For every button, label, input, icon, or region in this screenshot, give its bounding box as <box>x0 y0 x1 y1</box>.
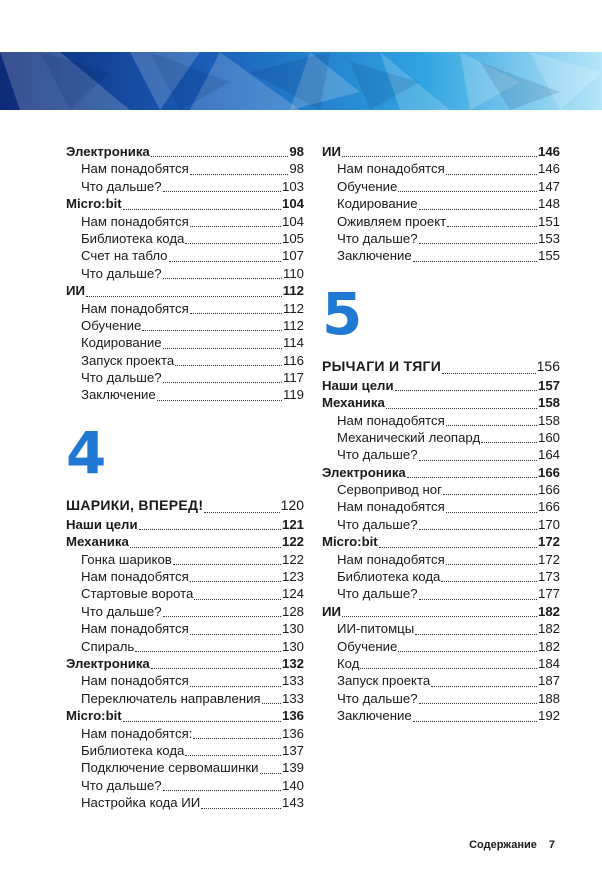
toc-entry-page: 112 <box>282 300 304 316</box>
toc-entry-label: Стартовые ворота <box>81 586 194 602</box>
toc-entry-label: Гонка шариков <box>81 551 172 567</box>
toc-entry-row[interactable] <box>66 777 304 794</box>
toc-entry-page: 112 <box>282 283 304 299</box>
leader-dots <box>446 511 537 513</box>
toc-entry-row[interactable] <box>322 178 560 195</box>
toc-entry-label: Обучение <box>337 638 398 654</box>
toc-entry-row[interactable] <box>66 585 304 602</box>
toc-entry-label: Нам понадобятся <box>81 213 189 229</box>
toc-entry-label: Что дальше? <box>81 265 162 281</box>
leader-dots <box>386 407 537 409</box>
toc-entry-row[interactable] <box>66 230 304 247</box>
toc-entry-label: Механика <box>322 395 385 411</box>
toc-entry-row[interactable] <box>66 265 304 282</box>
toc-entry-page: 182 <box>537 603 560 619</box>
toc-entry-label: Обучение <box>337 178 398 194</box>
toc-entry-label: Нам понадобятся <box>337 412 445 428</box>
toc-entry-label: Нам понадобятся <box>81 621 189 637</box>
leader-dots <box>86 295 282 297</box>
toc-entry-label: Нам понадобятся: <box>81 725 193 741</box>
toc-entry-page: 139 <box>281 760 304 776</box>
toc-entry-row[interactable] <box>322 655 560 672</box>
leader-dots <box>173 563 281 565</box>
leader-dots <box>481 441 537 443</box>
toc-entry-label: Библиотека кода <box>337 569 441 585</box>
leader-dots <box>342 155 537 157</box>
toc-entry-label: Нам понадобятся <box>81 300 189 316</box>
toc-entry-page: 166 <box>537 482 560 498</box>
toc-entry-row[interactable] <box>66 759 304 776</box>
leader-dots <box>194 598 281 600</box>
toc-entry-page: 130 <box>281 638 304 654</box>
toc-entry-row[interactable] <box>66 213 304 230</box>
toc-entry-row[interactable] <box>66 352 304 369</box>
leader-dots <box>163 277 282 279</box>
toc-entry-page: 104 <box>281 196 304 212</box>
leader-dots <box>190 173 289 175</box>
toc-entry-label: Заключение <box>337 248 412 264</box>
leader-dots <box>342 615 537 617</box>
leader-dots <box>130 546 281 548</box>
toc-entry-label: Механический леопард <box>337 429 481 445</box>
toc-entry-row[interactable] <box>322 690 560 707</box>
toc-entry-page: 172 <box>537 534 560 550</box>
leader-dots <box>447 225 537 227</box>
page-number: 7 <box>548 839 555 851</box>
toc-entry-label: Что дальше? <box>81 603 162 619</box>
toc-entry-label: Библиотека кода <box>81 742 185 758</box>
toc-entry-label: Что дальше? <box>337 690 418 706</box>
leader-dots <box>379 546 537 548</box>
toc-entry-label: Micro:bit <box>322 534 378 550</box>
toc-section-row[interactable] <box>66 195 304 212</box>
toc-column-right <box>322 143 560 725</box>
leader-dots <box>123 720 281 722</box>
toc-group <box>322 377 560 725</box>
toc-entry-label: Нам понадобятся <box>81 161 189 177</box>
leader-dots <box>419 459 537 461</box>
leader-dots <box>151 667 281 669</box>
toc-entry-label: Что дальше? <box>81 777 162 793</box>
leader-dots <box>151 155 289 157</box>
toc-entry-label: Micro:bit <box>66 708 122 724</box>
toc-entry-page: 173 <box>537 569 560 585</box>
toc-section-row[interactable] <box>66 707 304 724</box>
toc-entry-row[interactable] <box>66 369 304 386</box>
toc-section-row[interactable] <box>322 533 560 550</box>
toc-entry-label: Нам понадобятся <box>81 569 189 585</box>
leader-dots <box>139 528 281 530</box>
toc-entry-page: 98 <box>289 161 304 177</box>
leader-dots <box>190 580 281 582</box>
header-banner <box>0 52 602 110</box>
toc-section-row[interactable] <box>66 533 304 550</box>
toc-section-row[interactable] <box>322 377 560 394</box>
toc-section-row[interactable] <box>66 143 304 160</box>
toc-entry-row[interactable] <box>322 195 560 212</box>
toc-entry-page: 98 <box>289 144 304 159</box>
chapter-number: 5 <box>322 279 361 348</box>
toc-entry-page: 107 <box>281 248 304 264</box>
toc-entry-row[interactable] <box>66 742 304 759</box>
leader-dots <box>442 372 535 374</box>
toc-entry-page: 187 <box>537 673 560 689</box>
toc-entry-page: 155 <box>537 248 560 264</box>
leader-dots <box>135 650 281 652</box>
leader-dots <box>163 615 281 617</box>
toc-entry-label: Обучение <box>81 317 142 333</box>
toc-entry-page: 130 <box>281 621 304 637</box>
chapter-page: 156 <box>536 357 560 374</box>
toc-entry-page: 114 <box>282 335 304 351</box>
toc-entry-label: ИИ <box>66 283 85 299</box>
toc-entry-page: 116 <box>282 352 304 368</box>
toc-entry-label: Что дальше? <box>81 178 162 194</box>
toc-entry-page: 182 <box>537 621 560 637</box>
toc-entry-label: Кодирование <box>81 335 162 351</box>
toc-entry-label: Что дальше? <box>337 586 418 602</box>
toc-entry-page: 136 <box>281 725 304 741</box>
toc-entry-label: Механика <box>66 534 129 550</box>
toc-entry-label: ИИ-питомцы <box>337 621 415 637</box>
toc-entry-page: 140 <box>281 777 304 793</box>
toc-entry-label: Спираль <box>81 638 135 654</box>
toc-entry-row[interactable] <box>322 707 560 724</box>
toc-group <box>66 143 304 404</box>
toc-entry-label: Оживляем проект <box>337 213 447 229</box>
toc-entry-label: Электроника <box>66 144 150 159</box>
toc-entry-row[interactable] <box>322 551 560 568</box>
toc-entry-page: 105 <box>281 230 304 246</box>
toc-entry-page: 188 <box>537 690 560 706</box>
toc-entry-row[interactable] <box>322 429 560 446</box>
toc-entry-row[interactable] <box>66 551 304 568</box>
toc-entry-page: 128 <box>281 603 304 619</box>
leader-dots <box>446 563 537 565</box>
toc-entry-label: Наши цели <box>66 516 138 532</box>
toc-entry-page: 157 <box>537 377 560 393</box>
toc-entry-row[interactable] <box>66 690 304 707</box>
toc-section-row[interactable] <box>66 516 304 533</box>
toc-entry-label: Библиотека кода <box>81 230 185 246</box>
toc-entry-label: Заключение <box>337 708 412 724</box>
leader-dots <box>262 702 281 704</box>
toc-entry-page: 146 <box>537 144 560 159</box>
leader-dots <box>446 173 537 175</box>
leader-dots <box>419 208 537 210</box>
toc-entry-page: 133 <box>281 673 304 689</box>
leader-dots <box>419 528 537 530</box>
toc-entry-page: 137 <box>281 742 304 758</box>
leader-dots <box>398 650 537 652</box>
toc-entry-label: Нам понадобятся <box>81 673 189 689</box>
toc-entry-label: Подключение сервомашинки <box>81 760 259 776</box>
toc-entry-row[interactable] <box>322 481 560 498</box>
leader-dots <box>190 225 281 227</box>
toc-entry-label: Запуск проекта <box>81 352 175 368</box>
toc-entry-row[interactable] <box>66 638 304 655</box>
toc-entry-row[interactable] <box>322 498 560 515</box>
toc-entry-label: Электроника <box>66 655 150 671</box>
leader-dots <box>185 754 281 756</box>
toc-entry-page: 146 <box>537 161 560 177</box>
toc-entry-label: Micro:bit <box>66 196 122 212</box>
toc-entry-row[interactable] <box>66 568 304 585</box>
toc-group <box>322 143 560 265</box>
toc-entry-page: 110 <box>282 265 304 281</box>
toc-entry-page: 122 <box>281 551 304 567</box>
toc-column-left <box>66 143 304 812</box>
toc-entry-label: Электроника <box>322 464 406 480</box>
toc-entry-label: Что дальше? <box>337 516 418 532</box>
toc-entry-page: 172 <box>537 551 560 567</box>
chapter-title-row[interactable] <box>66 494 304 516</box>
chapter-number: 4 <box>66 418 105 487</box>
toc-entry-label: ИИ <box>322 603 341 619</box>
toc-entry-page: 121 <box>281 516 304 532</box>
toc-entry-label: Запуск проекта <box>337 673 431 689</box>
chapter-title: РЫЧАГИ И ТЯГИ <box>322 357 442 374</box>
chapter-title-row[interactable] <box>322 355 560 377</box>
toc-entry-page: 153 <box>537 230 560 246</box>
toc-entry-page: 148 <box>537 196 560 212</box>
toc-entry-row[interactable] <box>66 386 304 403</box>
toc-entry-row[interactable] <box>66 300 304 317</box>
leader-dots <box>163 789 281 791</box>
leader-dots <box>431 685 537 687</box>
toc-entry-page: 170 <box>537 516 560 532</box>
chapter-page: 120 <box>280 496 304 513</box>
toc-entry-page: 192 <box>537 708 560 724</box>
leader-dots <box>142 329 282 331</box>
toc-entry-page: 182 <box>537 638 560 654</box>
toc-entry-page: 184 <box>537 655 560 671</box>
toc-section-row[interactable] <box>322 394 560 411</box>
leader-dots <box>446 424 537 426</box>
leader-dots <box>395 389 537 391</box>
toc-entry-label: Нам понадобятся <box>337 551 445 567</box>
leader-dots <box>441 580 537 582</box>
toc-entry-page: 151 <box>537 213 560 229</box>
leader-dots <box>419 242 537 244</box>
toc-entry-page: 122 <box>281 534 304 550</box>
toc-entry-page: 147 <box>537 178 560 194</box>
toc-entry-page: 166 <box>537 464 560 480</box>
toc-entry-row[interactable] <box>322 230 560 247</box>
toc-entry-row[interactable] <box>322 568 560 585</box>
toc-entry-page: 123 <box>281 569 304 585</box>
leader-dots <box>190 685 281 687</box>
toc-entry-page: 133 <box>281 690 304 706</box>
chapter-title: ШАРИКИ, ВПЕРЕД! <box>66 496 204 513</box>
leader-dots <box>204 511 279 513</box>
toc-entry-page: 143 <box>281 795 304 811</box>
toc-entry-row[interactable] <box>66 178 304 195</box>
toc-entry-page: 158 <box>537 395 560 411</box>
toc-entry-row[interactable] <box>66 620 304 637</box>
leader-dots <box>443 493 537 495</box>
toc-section-row[interactable] <box>66 655 304 672</box>
page-footer <box>469 839 555 851</box>
leader-dots <box>413 720 537 722</box>
leader-dots <box>157 399 282 401</box>
toc-entry-label: Что дальше? <box>337 230 418 246</box>
toc-section-row[interactable] <box>322 143 560 160</box>
leader-dots <box>169 260 281 262</box>
leader-dots <box>419 702 537 704</box>
leader-dots <box>360 667 537 669</box>
toc-entry-label: Что дальше? <box>81 370 162 386</box>
toc-entry-page: 166 <box>537 499 560 515</box>
toc-entry-page: 177 <box>537 586 560 602</box>
toc-entry-label: ИИ <box>322 144 341 159</box>
toc-entry-row[interactable] <box>322 585 560 602</box>
toc-entry-row[interactable] <box>322 620 560 637</box>
toc-entry-page: 117 <box>282 370 304 386</box>
toc-entry-label: Счет на табло <box>81 248 168 264</box>
leader-dots <box>190 312 282 314</box>
toc-entry-row[interactable] <box>66 725 304 742</box>
leader-dots <box>398 190 537 192</box>
toc-entry-page: 136 <box>281 708 304 724</box>
toc-entry-row[interactable] <box>322 412 560 429</box>
leader-dots <box>407 476 537 478</box>
toc-section-row[interactable] <box>322 603 560 620</box>
toc-entry-row[interactable] <box>322 213 560 230</box>
leader-dots <box>413 260 537 262</box>
leader-dots <box>185 242 281 244</box>
footer-section: Содержание <box>469 839 537 851</box>
leader-dots <box>201 807 281 809</box>
leader-dots <box>163 347 282 349</box>
toc-section-row[interactable] <box>322 464 560 481</box>
toc-entry-label: Нам понадобятся <box>337 161 445 177</box>
toc-entry-page: 158 <box>537 412 560 428</box>
toc-entry-page: 132 <box>281 655 304 671</box>
leader-dots <box>419 598 537 600</box>
leader-dots <box>193 737 281 739</box>
toc-entry-page: 160 <box>537 429 560 445</box>
toc-entry-row[interactable] <box>322 672 560 689</box>
leader-dots <box>163 381 282 383</box>
toc-entry-label: Нам понадобятся <box>337 499 445 515</box>
toc-entry-row[interactable] <box>66 603 304 620</box>
leader-dots <box>260 772 281 774</box>
toc-entry-row[interactable] <box>322 247 560 264</box>
toc-entry-page: 164 <box>537 447 560 463</box>
toc-entry-label: Наши цели <box>322 377 394 393</box>
toc-entry-label: Что дальше? <box>337 447 418 463</box>
leader-dots <box>175 364 282 366</box>
toc-entry-page: 124 <box>281 586 304 602</box>
toc-entry-label: Настройка кода ИИ <box>81 795 201 811</box>
toc-group <box>66 516 304 812</box>
toc-entry-page: 119 <box>282 387 304 403</box>
toc-entry-row[interactable] <box>66 160 304 177</box>
toc-entry-page: 103 <box>281 178 304 194</box>
toc-entry-row[interactable] <box>322 446 560 463</box>
leader-dots <box>415 633 537 635</box>
toc-entry-row[interactable] <box>66 317 304 334</box>
toc-entry-page: 112 <box>282 317 304 333</box>
leader-dots <box>123 208 281 210</box>
toc-entry-label: Заключение <box>81 387 156 403</box>
leader-dots <box>163 190 281 192</box>
toc-entry-row[interactable] <box>66 672 304 689</box>
toc-entry-label: Переключатель направления <box>81 690 261 706</box>
toc-entry-row[interactable] <box>322 516 560 533</box>
toc-entry-row[interactable] <box>322 638 560 655</box>
toc-entry-page: 104 <box>281 213 304 229</box>
leader-dots <box>190 633 281 635</box>
toc-entry-row[interactable] <box>322 160 560 177</box>
toc-entry-row[interactable] <box>66 794 304 811</box>
toc-entry-label: Кодирование <box>337 196 418 212</box>
toc-entry-row[interactable] <box>66 334 304 351</box>
toc-section-row[interactable] <box>66 282 304 299</box>
toc-entry-label: Код <box>337 655 360 671</box>
toc-entry-label: Сервопривод ног <box>337 482 442 498</box>
toc-entry-row[interactable] <box>66 247 304 264</box>
